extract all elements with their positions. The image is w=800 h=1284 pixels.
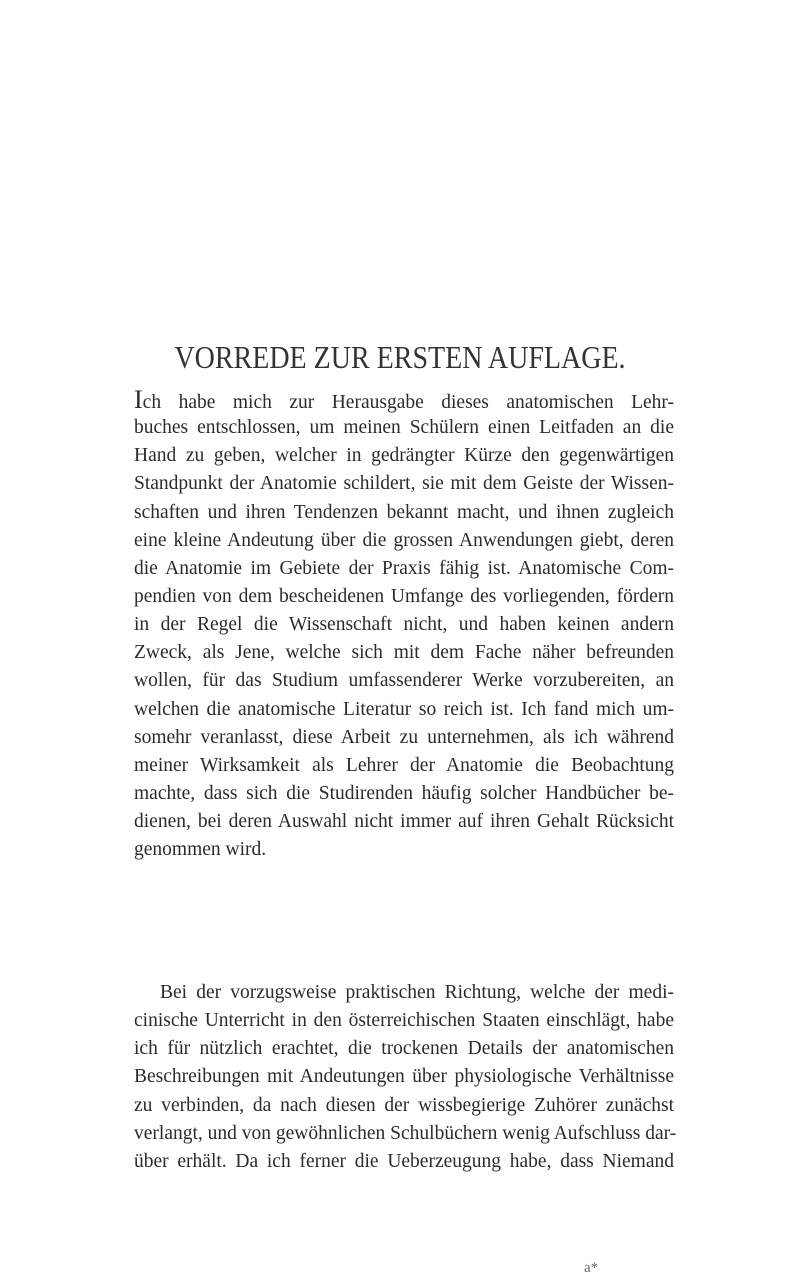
- page-title: VORREDE ZUR ERSTEN AUFLAGE.: [174, 340, 626, 377]
- paragraph-line: [134, 386, 674, 414]
- paragraph-line: über erhält. Da ich ferner die Ueberzeugung habe, dass Niemand: [134, 1150, 674, 1172]
- initial-letter: I: [134, 385, 143, 414]
- paragraph-line: meiner Wirksamkeit als Lehrer der Anatomie die Beobachtung: [134, 754, 674, 776]
- paragraph-line: somehr veranlasst, diese Arbeit zu unternehmen, als ich während: [134, 726, 674, 748]
- paragraph-line: pendien von dem bescheidenen Umfange des vorliegenden, fördern: [134, 585, 674, 607]
- paragraph-line: Hand zu geben, welcher in gedrängter Kürze den gegenwärtigen: [134, 445, 674, 467]
- paragraph-line: schaften und ihren Tendenzen bekannt macht, und ihnen zugleich: [134, 501, 674, 523]
- paragraph-line: welchen die anatomische Literatur so reich ist. Ich fand mich um-: [134, 698, 674, 720]
- signature-mark: a*: [584, 1260, 599, 1276]
- paragraph-line: buches entschlossen, um meinen Schülern einen Leitfaden an die: [134, 417, 674, 439]
- paragraph-line: wollen, für das Studium umfassenderer Werke vorzubereiten, an: [134, 670, 674, 692]
- paragraph-line: Beschreibungen mit Andeutungen über physiologische Verhältnisse: [134, 1066, 674, 1088]
- paragraph-line: Standpunkt der Anatomie schildert, sie mit dem Geiste der Wissen-: [134, 473, 674, 495]
- paragraph-line: genommen wird.: [134, 839, 267, 861]
- paragraph-line: in der Regel die Wissenschaft nicht, und haben keinen andern: [134, 614, 674, 636]
- paragraph-1: [134, 386, 674, 864]
- paragraph-line: eine kleine Andeutung über die grossen Anwendungen giebt, deren: [134, 529, 674, 551]
- paragraph-line: machte, dass sich die Studirenden häufig solcher Handbücher be-: [134, 782, 674, 804]
- paragraph-2: [134, 979, 677, 1176]
- paragraph-line: cinische Unterricht in den österreichischen Staaten einschlägt, habe: [134, 1010, 674, 1032]
- paragraph-line: die Anatomie im Gebiete der Praxis fähig ist. Anatomische Com-: [134, 557, 674, 579]
- paragraph-line: Bei der vorzugsweise praktischen Richtung, welche der medi-: [160, 982, 674, 1003]
- paragraph-line: Zweck, als Jene, welche sich mit dem Fache näher befreunden: [134, 642, 674, 664]
- paragraph-line: dienen, bei deren Auswahl nicht immer auf ihren Gehalt Rücksicht: [134, 811, 674, 833]
- paragraph-line: verlangt, und von gewöhnlichen Schulbüchern wenig Aufschluss dar-: [134, 1122, 677, 1144]
- paragraph-line: zu verbinden, da nach diesen der wissbegierige Zuhörer zunächst: [134, 1094, 674, 1116]
- line-text: ch habe mich zur Herausgabe dieses anatomischen Lehr-: [142, 392, 674, 413]
- paragraph-line: ich für nützlich erachtet, die trockenen Details der anatomischen: [134, 1038, 674, 1060]
